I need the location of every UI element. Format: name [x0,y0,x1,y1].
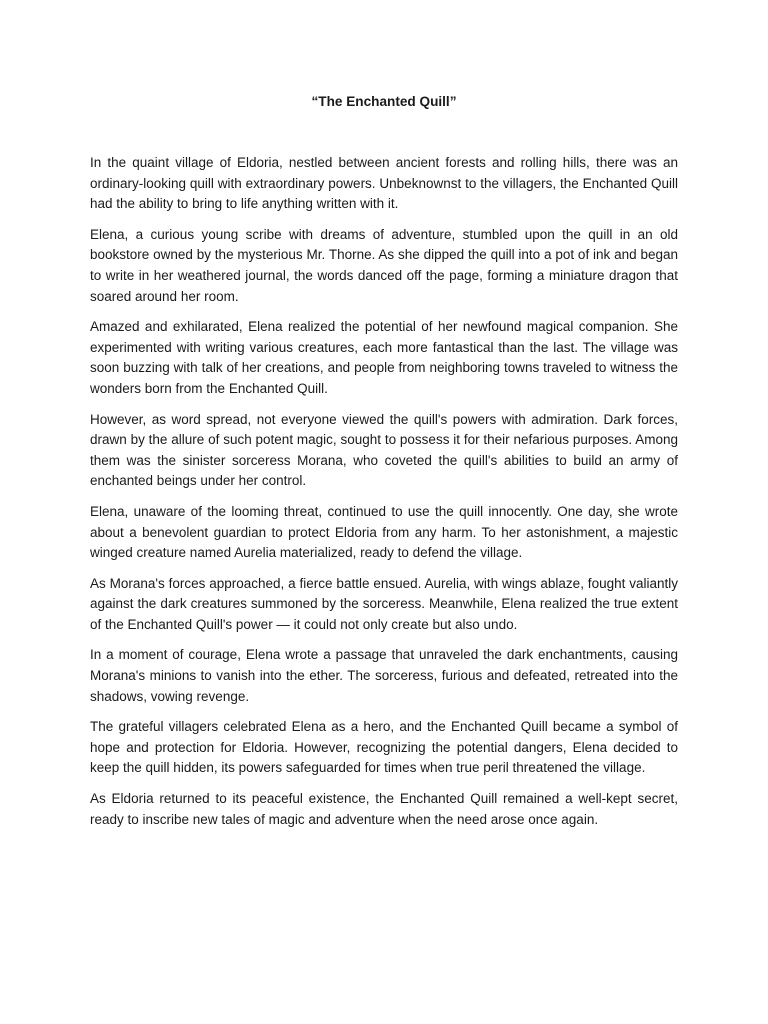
paragraph-9: As Eldoria returned to its peaceful existence, the Enchanted Quill remained a well-kept secret, ready to inscribe new tales of magic and adventure when the need arose once again. [90,791,678,827]
paragraph-2: Elena, a curious young scribe with dreams of adventure, stumbled upon the quill in an old bookstore owned by the mysterious Mr. Thorne. As she dipped the quill into a pot of ink and began to write in her weathered journal, the words danced off the page, forming a miniature dragon that soared around her room. [90,226,678,304]
document-body [90,153,678,840]
paragraph-1: In the quaint village of Eldoria, nestled between ancient forests and rolling hills, there was an ordinary-looking quill with extraordinary powers. Unbeknownst to the villagers, the Enchanted Quill had the ability to bring to life anything written with it. [90,155,678,212]
paragraph-4: However, as word spread, not everyone viewed the quill's powers with admiration. Dark forces, drawn by the allure of such potent magic, sought to possess it for their nefarious purposes. Among them was the sinister sorceress Morana, who coveted the quill's abilities to build an army of enchanted beings under her control. [90,411,678,489]
paragraph-7: In a moment of courage, Elena wrote a passage that unraveled the dark enchantments, causing Morana's minions to vanish into the ether. The sorceress, furious and defeated, retreated into the shadows, vowing revenge. [90,647,678,704]
paragraph-3: Amazed and exhilarated, Elena realized the potential of her newfound magical companion. She experimented with writing various creatures, each more fantastical than the last. The village was soon buzzing with talk of her creations, and people from neighboring towns traveled to witness the wonders born from the Enchanted Quill. [90,319,678,396]
paragraph-8: The grateful villagers celebrated Elena as a hero, and the Enchanted Quill became a symbol of hope and protection for Eldoria. However, recognizing the potential dangers, Elena decided to keep the quill hidden, its powers safeguarded for times when true peril threatened the village. [90,719,678,776]
document-title: “The Enchanted Quill” [311,94,457,109]
paragraph-5: Elena, unaware of the looming threat, continued to use the quill innocently. One day, she wrote about a benevolent guardian to protect Eldoria from any harm. To her astonishment, a majestic winged creature named Aurelia materialized, ready to defend the village. [90,503,678,561]
paragraph-6: As Morana's forces approached, a fierce battle ensued. Aurelia, with wings ablaze, fought valiantly against the dark creatures summoned by the sorceress. Meanwhile, Elena realized the true extent of the Enchanted Quill's power — it could not only create but also undo. [90,575,678,632]
